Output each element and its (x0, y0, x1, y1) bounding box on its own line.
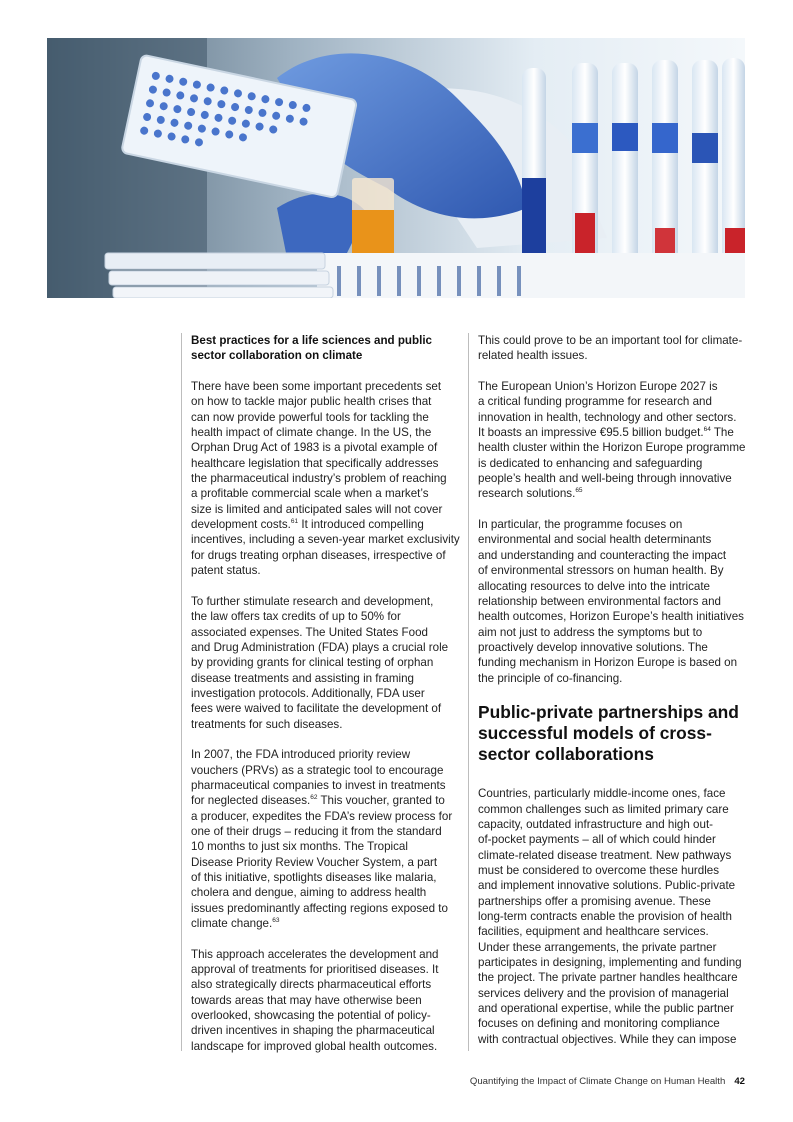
right-column (468, 333, 750, 1051)
hero-lab-photo (47, 38, 745, 298)
footnote-ref-63[interactable]: 63 (272, 917, 280, 925)
footnote-ref-64[interactable]: 64 (703, 426, 711, 434)
paragraph-continuation: This could prove to be an important tool for climate- related health issues. (478, 334, 743, 363)
page-footer (470, 1076, 745, 1087)
paragraph-orphan-drug-act: There have been some important precedents set on how to tackle major public health crises that can now provide powerful tools for tackling the health impact of climate change. In the US, the Orphan Drug Act of 1983 is a pivotal example of healthcare legislation that specifically addresses the pharmaceutical industry’s problem of reaching a profitable commercial scale when a market’s size is limited and anticipated sales will not cover development costs.$^{61}$ It introduced compelling incentives, including a seven-year market exclusivity for drugs treating orphan diseases, irrespective of patent status. (191, 380, 460, 578)
footnote-ref-61[interactable]: 61 (290, 518, 299, 526)
paragraph-ppp: Countries, particularly middle-income ones, face common challenges such as limited primary care capacity, outdated infrastructure and high out- of-pocket payments – all of which could hinder climate-related disease treatment. New pathways must be considered to overcome these hurdles and implement innovative solutions. Public-private partnerships offer a promising avenue. These long-term contracts enable the provision of health facilities, equipment and healthcare services. Under these arrangements, the private partner participates in designing, implementing and funding the project. The private partner handles healthcare services delivery and the provision of managerial and operational expertise, while the public partner focuses on defining and monitoring compliance with contractual objectives. While they can impose (478, 787, 742, 1046)
page-number: 42 (734, 1076, 745, 1087)
section-heading-ppp: Public-private partnerships and successful models of cross- sector collaborations (478, 701, 739, 764)
paragraph-programme-focus: In particular, the programme focuses on environmental and social health determinants and understanding and counteracting the impact of environmental stressors on human health. By allocating resources to delve into the intricate relationship between environmental factors and health outcomes, Horizon Europe’s health initiatives aim not just to address the symptoms but to proactively develop innovative solutions. The funding mechanism in Horizon Europe is based on the principle of co-financing. (478, 518, 744, 685)
paragraph-approach: This approach accelerates the development and approval of treatments for prioritised diseases. It also strategically directs pharmaceutical efforts towards areas that may have otherwise been overlooked, showcasing the potential of policy- driven incentives in shaping the pharmaceutical landscape for improved global health outcomes. (191, 947, 439, 1053)
lab-photo-icon (47, 38, 745, 298)
footnote-ref-65[interactable]: 65 (575, 487, 583, 495)
left-column (181, 333, 458, 1051)
paragraph-horizon-europe: The European Union’s Horizon Europe 2027 is a critical funding programme for research and innovation in health, technology and other sectors. It boasts an impressive €95.5 billion budget.$^{64}$ The health cluster within the Horizon Europe programme is dedicated to enhancing and safeguarding people’s health and well-being through innovative research solutions.$^{65}$ (478, 380, 746, 501)
paragraph-priority-review-vouchers: In 2007, the FDA introduced priority review vouchers (PRVs) as a strategic tool to encourage pharmaceutical companies to invest in treatments for neglected diseases.$^{62}$ This voucher, granted to a producer, expedites the FDA’s review process for one of their drugs – reducing it from the standard 10 months to just six months. The Tropical Disease Priority Review Voucher System, a part of this initiative, spotlights diseases like malaria, cholera and dengue, aiming to address health issues predominantly affecting regions exposed to climate change.$^{63}$ (191, 748, 453, 931)
footer-title: Quantifying the Impact of Climate Change on Human Health (469, 1076, 726, 1087)
paragraph-tax-credits: To further stimulate research and development, the law offers tax credits of up to 50% for associated expenses. The United States Food and Drug Administration (FDA) plays a crucial role by providing grants for clinical testing of orphan disease treatments and assisting in framing investigation protocols. Additionally, FDA user fees were waived to facilitate the development of treatments for such diseases. (191, 594, 449, 731)
section-subheading: Best practices for a life sciences and public sector collaboration on climate (191, 334, 432, 363)
footnote-ref-62[interactable]: 62 (310, 794, 318, 802)
